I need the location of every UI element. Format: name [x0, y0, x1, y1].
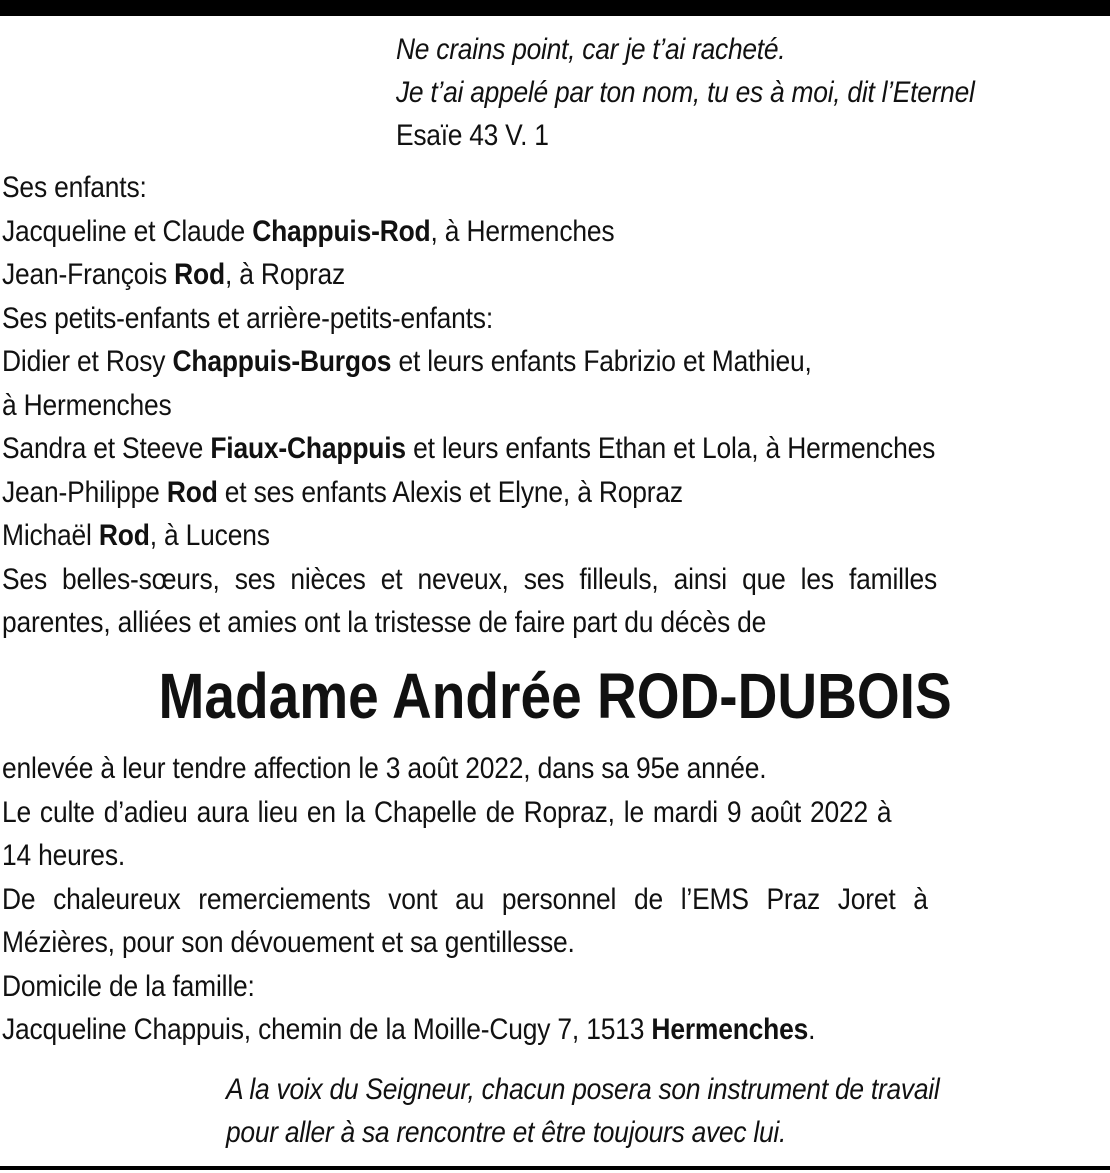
deceased-name	[0, 656, 1110, 736]
deceased-name-text: Madame Andrée ROD-DUBOIS	[158, 660, 952, 732]
address-town: Hermenches	[651, 1013, 809, 1046]
family-surname: Rod	[98, 519, 150, 552]
verse-line: pour aller à sa rencontre et être toujours avec lui.	[226, 1116, 787, 1149]
family-surname: Chappuis-Rod	[252, 214, 431, 248]
family-line: Jean-Philippe Rod et ses enfants Alexis et Elyne, à Ropraz	[2, 475, 683, 509]
family-line: Jacqueline et Claude Chappuis-Rod, à Hermenches	[2, 214, 615, 248]
thanks-line: Mézières, pour son dévouement et sa gentillesse.	[2, 926, 575, 959]
top-border-rule	[0, 0, 1110, 16]
family-surname: Rod	[174, 258, 225, 291]
announcement-line: Ses belles-sœurs, ses nièces et neveux, ses filleuls, ainsi que les familles	[2, 562, 938, 596]
ceremony-details	[2, 747, 1109, 1052]
verse-reference: Esaïe 43 V. 1	[396, 119, 549, 152]
bottom-border-rule	[0, 1166, 1110, 1170]
service-line: Le culte d’adieu aura lieu en la Chapelle de Ropraz, le mardi 9 août 2022 à	[2, 795, 892, 829]
family-line: Michaël Rod, à Lucens	[2, 519, 270, 552]
domicile-heading: Domicile de la famille:	[2, 969, 255, 1003]
children-heading: Ses enfants:	[2, 171, 147, 204]
announcement-line: parentes, alliées et amies ont la tristesse de faire part du décès de	[2, 606, 767, 639]
thanks-line: De chaleureux remerciements vont au personnel de l’EMS Praz Joret à	[2, 882, 928, 916]
family-surname: Chappuis-Burgos	[172, 345, 392, 378]
family-line: Didier et Rosy Chappuis-Burgos et leurs enfants Fabrizio et Mathieu,	[2, 345, 812, 378]
closing-verse	[226, 1068, 939, 1154]
verse-line: Je t’ai appelé par ton nom, tu es à moi, dit l’Eternel	[396, 76, 975, 109]
verse-line: Ne crains point, car je t’ai racheté.	[396, 33, 786, 66]
address-line: Jacqueline Chappuis, chemin de la Moille-Cugy 7, 1513 Hermenches.	[2, 1013, 816, 1046]
verse-line: A la voix du Seigneur, chacun posera son instrument de travail	[226, 1073, 940, 1106]
family-line: Jean-François Rod, à Ropraz	[2, 258, 345, 291]
service-line: 14 heures.	[2, 839, 126, 872]
opening-verse	[396, 28, 975, 157]
family-surname: Fiaux-Chappuis	[210, 432, 406, 465]
grandchildren-heading: Ses petits-enfants et arrière-petits-enfants:	[2, 301, 493, 335]
family-surname: Rod	[166, 475, 218, 509]
passing-line: enlevée à leur tendre affection le 3 août 2022, dans sa 95e année.	[2, 752, 767, 785]
family-line-continuation: à Hermenches	[2, 388, 172, 422]
family-line: Sandra et Steeve Fiaux-Chappuis et leurs enfants Ethan et Lola, à Hermenches	[2, 432, 936, 465]
family-list	[2, 166, 1109, 645]
